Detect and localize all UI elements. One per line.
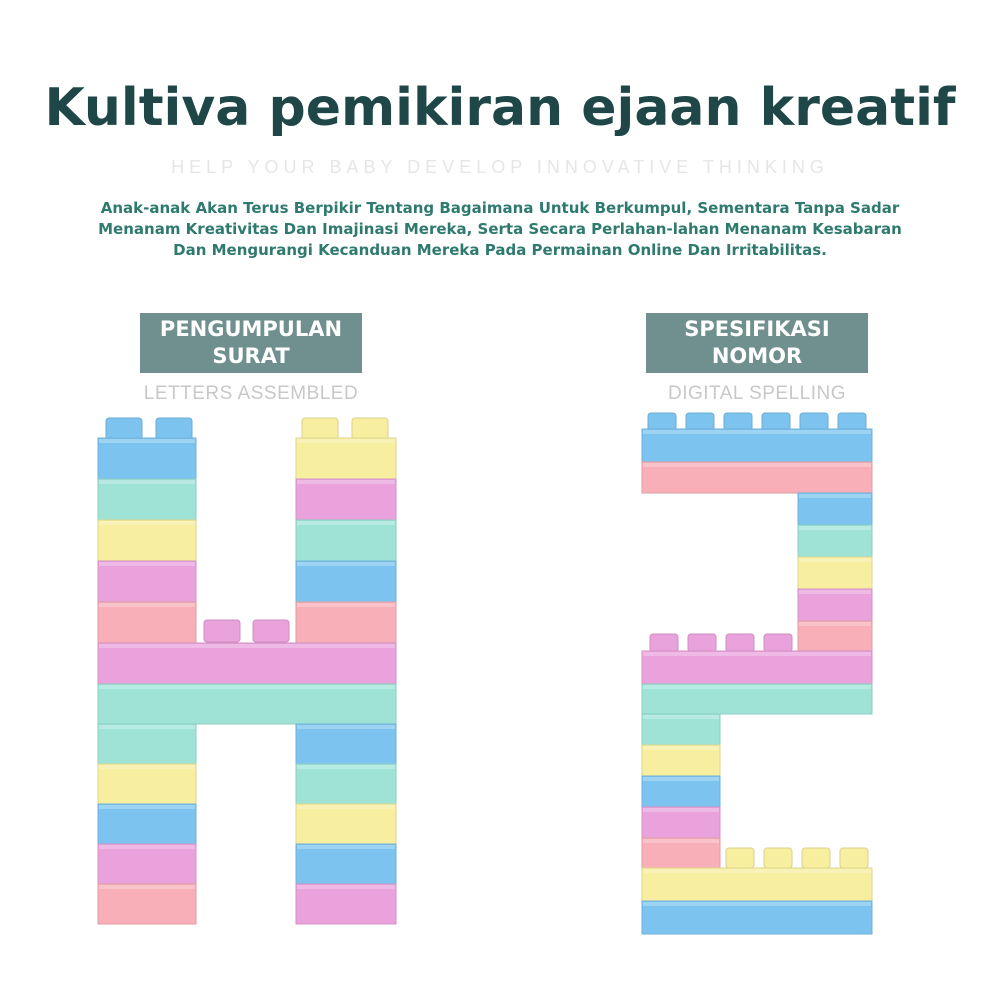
- brick-highlight: [297, 885, 395, 889]
- brick: [98, 520, 196, 561]
- brick-stud: [302, 418, 338, 440]
- brick-highlight: [643, 652, 871, 656]
- brick-stud: [204, 620, 240, 642]
- brick-highlight: [643, 685, 871, 689]
- brick-highlight: [297, 805, 395, 809]
- brick: [296, 561, 396, 602]
- brick-stud: [762, 413, 790, 431]
- brick-highlight: [643, 839, 719, 843]
- brick-stud: [800, 413, 828, 431]
- brick: [296, 764, 396, 804]
- letters-caption: LETTERS ASSEMBLED: [143, 383, 359, 404]
- brick-highlight: [799, 494, 871, 498]
- brick-stud: [688, 634, 716, 652]
- page-title: Kultiva pemikiran ejaan kreatif: [44, 78, 956, 138]
- brick: [296, 804, 396, 844]
- page-subtitle: HELP YOUR BABY DEVELOP INNOVATIVE THINKING: [171, 157, 829, 177]
- brick: [98, 804, 196, 844]
- brick-highlight: [643, 902, 871, 906]
- brick-highlight: [799, 526, 871, 530]
- brick: [98, 884, 196, 924]
- brick-highlight: [297, 439, 395, 443]
- brick-highlight: [99, 521, 195, 525]
- number-badge: SPESIFIKASI NOMOR: [646, 313, 868, 373]
- brick-highlight: [799, 590, 871, 594]
- number-2-figure: [642, 413, 872, 934]
- brick: [98, 724, 196, 764]
- brick: [98, 844, 196, 884]
- brick-highlight: [643, 715, 719, 719]
- brick-stud: [648, 413, 676, 431]
- brick-highlight: [99, 439, 195, 443]
- brick: [98, 602, 196, 643]
- brick-stud: [253, 620, 289, 642]
- brick-highlight: [643, 463, 871, 467]
- brick-highlight: [99, 805, 195, 809]
- brick-highlight: [99, 644, 395, 648]
- brick-highlight: [99, 562, 195, 566]
- brick: [296, 884, 396, 924]
- letter-h-figure: [98, 418, 396, 924]
- brick-stud: [764, 848, 792, 868]
- brick-highlight: [297, 562, 395, 566]
- brick-stud: [802, 848, 830, 868]
- brick-highlight: [99, 765, 195, 769]
- brick: [296, 602, 396, 643]
- brick-stud: [726, 634, 754, 652]
- brick: [296, 844, 396, 884]
- brick-highlight: [99, 480, 195, 484]
- brick-highlight: [297, 725, 395, 729]
- brick-stud: [106, 418, 142, 440]
- brick: [98, 438, 196, 479]
- brick-highlight: [99, 845, 195, 849]
- brick-highlight: [643, 746, 719, 750]
- brick: [98, 479, 196, 520]
- brick-highlight: [799, 622, 871, 626]
- brick: [296, 724, 396, 764]
- brick-highlight: [99, 725, 195, 729]
- crossbar-brick: [98, 684, 396, 724]
- brick-stud: [724, 413, 752, 431]
- brick-stud: [686, 413, 714, 431]
- brick-highlight: [297, 480, 395, 484]
- brick-highlight: [297, 845, 395, 849]
- brick-stud: [650, 634, 678, 652]
- brick-stud: [838, 413, 866, 431]
- brick-stud: [352, 418, 388, 440]
- brick: [296, 479, 396, 520]
- number-caption: DIGITAL SPELLING: [668, 383, 846, 404]
- brick-highlight: [99, 685, 395, 689]
- brick-stud: [726, 848, 754, 868]
- brick: [296, 438, 396, 479]
- page-description: Anak-anak Akan Terus Berpikir Tentang Bagaimana Untuk Berkumpul, Sementara Tanpa Sadar Menanam Kreativitas Dan Imajinasi Mereka, Serta Secara Perlahan-lahan Menanam Kesabaran Dan Mengurangi Kecanduan Mereka Pada Permainan Online Dan Irritabilitas.: [98, 199, 902, 259]
- brick-highlight: [99, 885, 195, 889]
- brick-highlight: [643, 777, 719, 781]
- brick: [98, 764, 196, 804]
- brick-stud: [156, 418, 192, 440]
- brick-highlight: [297, 765, 395, 769]
- brick: [98, 561, 196, 602]
- crossbar-brick: [98, 643, 396, 684]
- brick-highlight: [643, 869, 871, 873]
- brick-highlight: [799, 558, 871, 562]
- brick-stud: [840, 848, 868, 868]
- letters-badge: PENGUMPULAN SURAT: [140, 313, 362, 373]
- brick-highlight: [297, 603, 395, 607]
- brick-highlight: [643, 430, 871, 434]
- brick-stud: [764, 634, 792, 652]
- brick: [296, 520, 396, 561]
- brick-highlight: [643, 808, 719, 812]
- brick-highlight: [297, 521, 395, 525]
- brick-highlight: [99, 603, 195, 607]
